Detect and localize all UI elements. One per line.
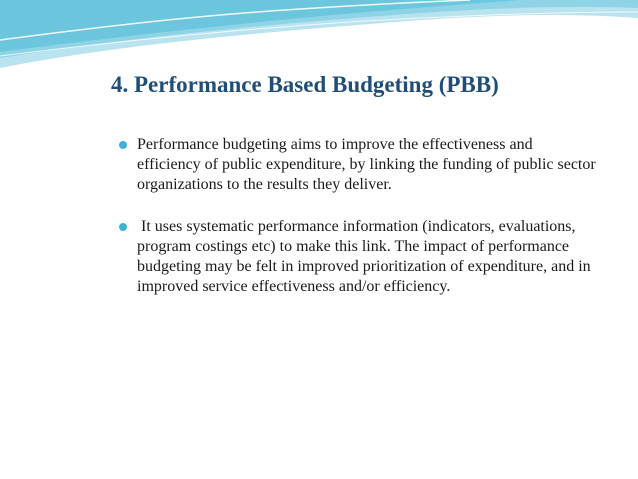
bullet-text: It uses systematic performance information (indicators, evaluations, program costings etc) to make this link. The impact of performance budgeting may be felt in improved prioritization of expenditure, and in improved service effectiveness and/or efficiency.	[137, 218, 595, 295]
bullet-item	[119, 135, 599, 195]
bullet-dot-icon	[119, 141, 127, 149]
bullet-text: Performance budgeting aims to improve the effectiveness and efficiency of public expenditure, by linking the funding of public sector organizations to the results they deliver.	[137, 136, 596, 193]
header-wave-decoration	[0, 0, 638, 80]
bullet-item	[119, 217, 599, 297]
slide-title: 4. Performance Based Budgeting (PBB)	[111, 72, 499, 97]
bullet-list	[119, 135, 599, 319]
bullet-dot-icon	[119, 223, 127, 231]
